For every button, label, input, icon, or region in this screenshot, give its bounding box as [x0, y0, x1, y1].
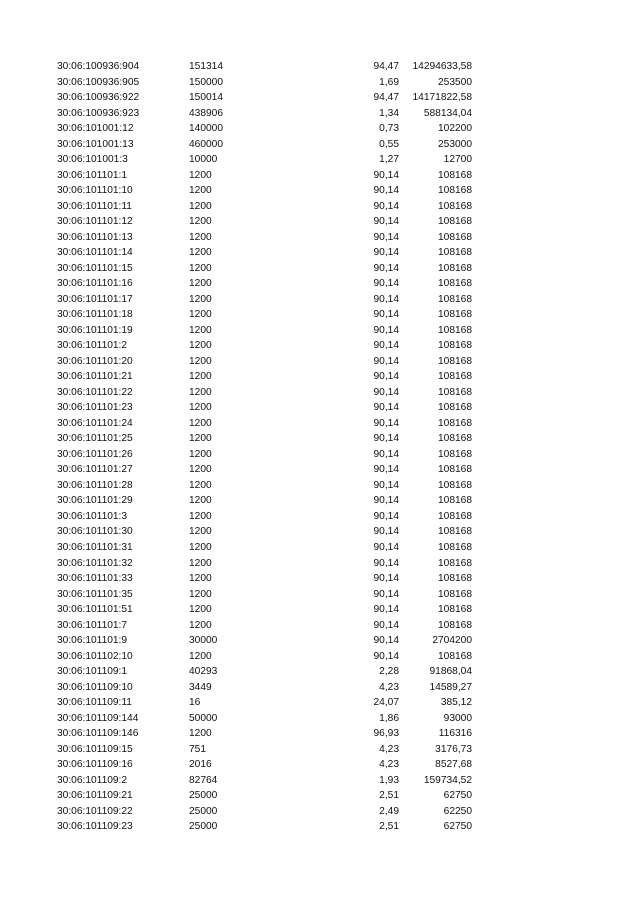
cadastral-number-cell: 30:06:101101:30	[57, 526, 133, 538]
area-cell: 16	[189, 697, 201, 709]
table-row	[0, 509, 640, 525]
rate-cell: 90,14	[373, 526, 399, 538]
rate-cell: 1,93	[379, 774, 399, 786]
rate-cell: 90,14	[373, 604, 399, 616]
value-cell: 108168	[438, 588, 472, 600]
table-row	[0, 338, 640, 354]
value-cell: 159734,52	[423, 774, 472, 786]
table-row	[0, 680, 640, 696]
cadastral-number-cell: 30:06:101001:3	[57, 154, 128, 166]
rate-cell: 4,23	[379, 681, 399, 693]
value-cell: 108168	[438, 573, 472, 585]
table-row	[0, 121, 640, 137]
cadastral-number-cell: 30:06:100936:905	[57, 76, 140, 88]
cadastral-number-cell: 30:06:101101:16	[57, 278, 133, 290]
value-cell: 108168	[438, 479, 472, 491]
value-cell: 253000	[438, 138, 472, 150]
value-cell: 12700	[443, 154, 472, 166]
area-cell: 1200	[189, 200, 212, 212]
rate-cell: 90,14	[373, 386, 399, 398]
cadastral-number-cell: 30:06:101101:7	[57, 619, 128, 631]
rate-cell: 90,14	[373, 355, 399, 367]
value-cell: 385,12	[440, 697, 472, 709]
table-row	[0, 773, 640, 789]
value-cell: 108168	[438, 169, 472, 181]
cadastral-number-cell: 30:06:101101:27	[57, 464, 133, 476]
table-row	[0, 230, 640, 246]
area-cell: 1200	[189, 728, 212, 740]
table-row	[0, 587, 640, 603]
cadastral-number-cell: 30:06:101101:15	[57, 262, 133, 274]
table-row	[0, 695, 640, 711]
rate-cell: 90,14	[373, 588, 399, 600]
cadastral-number-cell: 30:06:100936:922	[57, 92, 140, 104]
area-cell: 1200	[189, 324, 212, 336]
spreadsheet-table	[0, 59, 640, 835]
cadastral-number-cell: 30:06:101109:16	[57, 759, 133, 771]
cadastral-number-cell: 30:06:101001:12	[57, 123, 134, 135]
cadastral-number-cell: 30:06:101101:9	[57, 635, 128, 647]
cadastral-number-cell: 30:06:101101:24	[57, 417, 133, 429]
cadastral-number-cell: 30:06:101101:10	[57, 185, 133, 197]
cadastral-number-cell: 30:06:101101:18	[57, 309, 133, 321]
rate-cell: 90,14	[373, 495, 399, 507]
area-cell: 1200	[189, 386, 212, 398]
area-cell: 25000	[189, 790, 218, 802]
rate-cell: 90,14	[373, 433, 399, 445]
table-row	[0, 819, 640, 835]
area-cell: 1200	[189, 495, 212, 507]
area-cell: 1200	[189, 355, 212, 367]
rate-cell: 90,14	[373, 293, 399, 305]
area-cell: 1200	[189, 541, 212, 553]
table-row	[0, 385, 640, 401]
rate-cell: 90,14	[373, 557, 399, 569]
table-row	[0, 168, 640, 184]
rate-cell: 90,14	[373, 541, 399, 553]
table-row	[0, 524, 640, 540]
rate-cell: 90,14	[373, 510, 399, 522]
cadastral-number-cell: 30:06:101109:15	[57, 743, 133, 755]
table-row	[0, 462, 640, 478]
cadastral-number-cell: 30:06:101101:11	[57, 200, 132, 212]
value-cell: 108168	[438, 293, 472, 305]
cadastral-number-cell: 30:06:101109:10	[57, 681, 133, 693]
rate-cell: 90,14	[373, 448, 399, 460]
table-row	[0, 556, 640, 572]
rate-cell: 90,14	[373, 216, 399, 228]
rate-cell: 90,14	[373, 309, 399, 321]
rate-cell: 90,14	[373, 635, 399, 647]
rate-cell: 90,14	[373, 402, 399, 414]
area-cell: 1200	[189, 464, 212, 476]
table-row	[0, 276, 640, 292]
value-cell: 108168	[438, 386, 472, 398]
rate-cell: 2,51	[379, 821, 399, 833]
rate-cell: 4,23	[379, 759, 399, 771]
table-row	[0, 152, 640, 168]
value-cell: 108168	[438, 604, 472, 616]
cadastral-number-cell: 30:06:100936:904	[57, 61, 140, 72]
rate-cell: 0,55	[379, 138, 399, 150]
table-row	[0, 307, 640, 323]
area-cell: 1200	[189, 417, 212, 429]
table-row	[0, 245, 640, 261]
value-cell: 116316	[438, 728, 472, 740]
rate-cell: 4,23	[379, 743, 399, 755]
cadastral-number-cell: 30:06:101101:17	[57, 293, 133, 305]
table-row	[0, 199, 640, 215]
table-row	[0, 75, 640, 91]
cadastral-number-cell: 30:06:101101:14	[57, 247, 133, 259]
table-row	[0, 447, 640, 463]
rate-cell: 2,49	[379, 805, 399, 817]
area-cell: 1200	[189, 619, 212, 631]
cadastral-number-cell: 30:06:101101:29	[57, 495, 133, 507]
table-row	[0, 726, 640, 742]
table-row	[0, 400, 640, 416]
table-row	[0, 214, 640, 230]
area-cell: 1200	[189, 650, 212, 662]
table-row	[0, 106, 640, 122]
value-cell: 108168	[438, 402, 472, 414]
value-cell: 102200	[438, 123, 472, 135]
cadastral-number-cell: 30:06:101101:1	[57, 169, 128, 181]
table-row	[0, 261, 640, 277]
cadastral-number-cell: 30:06:101101:22	[57, 386, 133, 398]
rate-cell: 90,14	[373, 185, 399, 197]
cadastral-number-cell: 30:06:101101:32	[57, 557, 133, 569]
value-cell: 62750	[443, 821, 472, 833]
cadastral-number-cell: 30:06:101101:19	[57, 324, 133, 336]
value-cell: 108168	[438, 262, 472, 274]
area-cell: 1200	[189, 448, 212, 460]
value-cell: 108168	[438, 448, 472, 460]
value-cell: 108168	[438, 417, 472, 429]
table-row	[0, 292, 640, 308]
cadastral-number-cell: 30:06:101101:25	[57, 433, 133, 445]
table-row	[0, 540, 640, 556]
rate-cell: 90,14	[373, 650, 399, 662]
table-row	[0, 571, 640, 587]
value-cell: 108168	[438, 324, 472, 336]
rate-cell: 1,34	[379, 107, 399, 119]
area-cell: 1200	[189, 557, 212, 569]
area-cell: 1200	[189, 169, 212, 181]
value-cell: 108168	[438, 247, 472, 259]
area-cell: 2016	[189, 759, 212, 771]
table-row	[0, 323, 640, 339]
value-cell: 108168	[438, 495, 472, 507]
area-cell: 1200	[189, 526, 212, 538]
value-cell: 108168	[438, 278, 472, 290]
area-cell: 1200	[189, 216, 212, 228]
area-cell: 1200	[189, 340, 212, 352]
rate-cell: 90,14	[373, 169, 399, 181]
value-cell: 91868,04	[429, 666, 472, 678]
area-cell: 10000	[189, 154, 218, 166]
cadastral-number-cell: 30:06:101109:144	[57, 712, 139, 724]
cadastral-number-cell: 30:06:101109:21	[57, 790, 133, 802]
value-cell: 108168	[438, 309, 472, 321]
rate-cell: 90,14	[373, 340, 399, 352]
rate-cell: 94,47	[373, 92, 399, 104]
cadastral-number-cell: 30:06:101109:146	[57, 728, 139, 740]
area-cell: 1200	[189, 293, 212, 305]
cadastral-number-cell: 30:06:101101:3	[57, 510, 128, 522]
cadastral-number-cell: 30:06:101109:1	[57, 666, 128, 678]
value-cell: 108168	[438, 510, 472, 522]
area-cell: 82764	[189, 774, 218, 786]
area-cell: 1200	[189, 510, 212, 522]
table-row	[0, 137, 640, 153]
value-cell: 108168	[438, 619, 472, 631]
value-cell: 14171822,58	[412, 92, 472, 104]
table-row	[0, 757, 640, 773]
value-cell: 62750	[443, 790, 472, 802]
table-row	[0, 649, 640, 665]
area-cell: 1200	[189, 402, 212, 414]
area-cell: 1200	[189, 278, 212, 290]
table-row	[0, 618, 640, 634]
table-row	[0, 59, 640, 75]
table-row	[0, 369, 640, 385]
area-cell: 751	[189, 743, 206, 755]
rate-cell: 94,47	[373, 61, 399, 72]
rate-cell: 1,86	[379, 712, 399, 724]
cadastral-number-cell: 30:06:101101:20	[57, 355, 133, 367]
cadastral-number-cell: 30:06:101101:23	[57, 402, 133, 414]
area-cell: 1200	[189, 231, 212, 243]
area-cell: 1200	[189, 247, 212, 259]
table-row	[0, 90, 640, 106]
table-row	[0, 633, 640, 649]
table-row	[0, 493, 640, 509]
area-cell: 460000	[189, 138, 223, 150]
value-cell: 108168	[438, 433, 472, 445]
cadastral-number-cell: 30:06:101101:13	[57, 231, 133, 243]
area-cell: 30000	[189, 635, 218, 647]
area-cell: 3449	[189, 681, 212, 693]
table-row	[0, 354, 640, 370]
area-cell: 40293	[189, 666, 218, 678]
value-cell: 108168	[438, 557, 472, 569]
rate-cell: 90,14	[373, 200, 399, 212]
value-cell: 93000	[443, 712, 472, 724]
rate-cell: 90,14	[373, 324, 399, 336]
table-row	[0, 664, 640, 680]
table-row	[0, 602, 640, 618]
area-cell: 1200	[189, 588, 212, 600]
cadastral-number-cell: 30:06:101109:2	[57, 774, 128, 786]
cadastral-number-cell: 30:06:101101:12	[57, 216, 133, 228]
area-cell: 25000	[189, 805, 218, 817]
cadastral-number-cell: 30:06:101101:33	[57, 573, 133, 585]
rate-cell: 0,73	[379, 123, 399, 135]
area-cell: 50000	[189, 712, 218, 724]
table-row	[0, 183, 640, 199]
table-row	[0, 431, 640, 447]
rate-cell: 2,51	[379, 790, 399, 802]
rate-cell: 1,27	[379, 154, 399, 166]
area-cell: 1200	[189, 371, 212, 383]
cadastral-number-cell: 30:06:101102:10	[57, 650, 133, 662]
cadastral-number-cell: 30:06:101101:2	[57, 340, 128, 352]
area-cell: 1200	[189, 262, 212, 274]
rate-cell: 2,28	[379, 666, 399, 678]
cadastral-number-cell: 30:06:101109:23	[57, 821, 133, 833]
cadastral-number-cell: 30:06:101001:13	[57, 138, 134, 150]
rate-cell: 90,14	[373, 479, 399, 491]
value-cell: 108168	[438, 340, 472, 352]
value-cell: 108168	[438, 200, 472, 212]
area-cell: 1200	[189, 573, 212, 585]
cadastral-number-cell: 30:06:101101:21	[57, 371, 133, 383]
value-cell: 108168	[438, 355, 472, 367]
rate-cell: 90,14	[373, 573, 399, 585]
rate-cell: 96,93	[373, 728, 399, 740]
cadastral-number-cell: 30:06:101101:31	[57, 541, 133, 553]
value-cell: 62250	[443, 805, 472, 817]
area-cell: 1200	[189, 479, 212, 491]
rate-cell: 90,14	[373, 371, 399, 383]
area-cell: 438906	[189, 107, 223, 119]
table-row	[0, 788, 640, 804]
value-cell: 3176,73	[435, 743, 472, 755]
value-cell: 14294633,58	[412, 61, 472, 72]
cadastral-number-cell: 30:06:101101:51	[57, 604, 133, 616]
cadastral-number-cell: 30:06:101101:26	[57, 448, 133, 460]
rate-cell: 90,14	[373, 231, 399, 243]
rate-cell: 90,14	[373, 619, 399, 631]
area-cell: 140000	[189, 123, 223, 135]
cadastral-number-cell: 30:06:101101:28	[57, 479, 133, 491]
area-cell: 1200	[189, 185, 212, 197]
table-row	[0, 804, 640, 820]
rate-cell: 90,14	[373, 278, 399, 290]
value-cell: 108168	[438, 371, 472, 383]
area-cell: 150000	[189, 76, 223, 88]
rate-cell: 90,14	[373, 417, 399, 429]
cadastral-number-cell: 30:06:100936:923	[57, 107, 140, 119]
table-row	[0, 711, 640, 727]
table-row	[0, 478, 640, 494]
value-cell: 108168	[438, 231, 472, 243]
rate-cell: 90,14	[373, 262, 399, 274]
area-cell: 150014	[189, 92, 223, 104]
rate-cell: 90,14	[373, 464, 399, 476]
cadastral-number-cell: 30:06:101109:22	[57, 805, 133, 817]
table-row	[0, 742, 640, 758]
value-cell: 108168	[438, 541, 472, 553]
cadastral-number-cell: 30:06:101109:11	[57, 697, 132, 709]
value-cell: 588134,04	[423, 107, 472, 119]
value-cell: 253500	[438, 76, 472, 88]
value-cell: 108168	[438, 526, 472, 538]
value-cell: 108168	[438, 185, 472, 197]
area-cell: 1200	[189, 604, 212, 616]
area-cell: 151314	[189, 61, 223, 72]
value-cell: 2704200	[432, 635, 472, 647]
rate-cell: 90,14	[373, 247, 399, 259]
value-cell: 108168	[438, 464, 472, 476]
value-cell: 14589,27	[429, 681, 472, 693]
cadastral-number-cell: 30:06:101101:35	[57, 588, 133, 600]
value-cell: 108168	[438, 216, 472, 228]
table-row	[0, 416, 640, 432]
value-cell: 108168	[438, 650, 472, 662]
rate-cell: 1,69	[379, 76, 399, 88]
area-cell: 1200	[189, 433, 212, 445]
area-cell: 25000	[189, 821, 218, 833]
area-cell: 1200	[189, 309, 212, 321]
value-cell: 8527,68	[435, 759, 472, 771]
rate-cell: 24,07	[373, 697, 399, 709]
